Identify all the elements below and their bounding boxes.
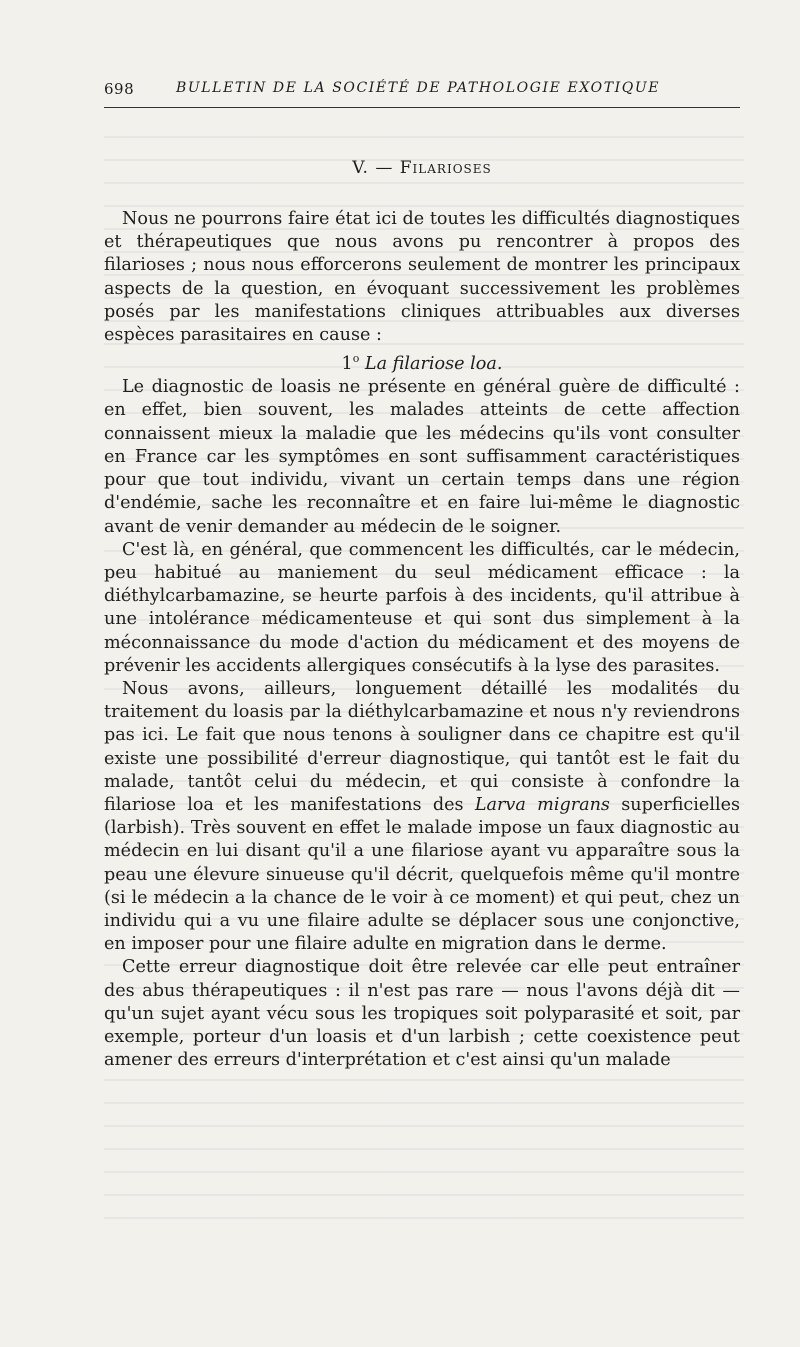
paragraph-3-part-2: superficielles (larbish). Très souvent en effet le malade impose un faux diagnostic au médecin en lui disant qu'il a une filariose ayant vu apparaître sous la peau une élevure sinueuse qu'il décrit, quelquefois même qu'il montre (si le médecin a la chance de le voir à ce moment) et qui peut, chez un individu qui a vu une filaire adulte se déplacer sous une conjonctive, en imposer pour une filaire adulte en migration dans le derme. — [104, 794, 741, 955]
paragraph-4: Cette erreur diagnostique doit être relevée car elle peut entraîner des abus thérapeutiques : il n'est pas rare — nous l'avons déjà dit — qu'un sujet ayant vécu sous les tropiques soit polyparasité et soit, par exemple, porteur d'un loasis et d'un larbish ; cette coexistence peut amener des erreurs d'interprétation et c'est ainsi qu'un malade — [104, 957, 740, 1071]
paragraph-3-italic-term: Larva migrans — [474, 794, 610, 815]
section-numeral: V. — — [352, 158, 394, 178]
body-text — [104, 208, 740, 1072]
paragraph-3 — [104, 678, 740, 956]
subsection-heading — [104, 347, 740, 376]
header-rule — [104, 107, 740, 108]
intro-paragraph: Nous ne pourrons faire état ici de toutes les difficultés diagnostiques et thérapeutiques que nous avons pu rencontrer à propos des filarioses ; nous nous efforcerons seulement de montrer les principaux aspects de la question, en évoquant successivement les problèmes posés par les manifestations cliniques attribuables aux diverses espèces parasitaires en cause : — [104, 209, 740, 346]
section-title: Filarioses — [399, 158, 492, 178]
paragraph-3-part-1: Nous avons, ailleurs, longuement détaillé les modalités du traitement du loasis par la diéthylcarbamazine et nous n'y reviendrons pas ici. Le fait que nous tenons à souligner dans ce chapitre est qu'il existe une possibilité d'erreur diagnostique, qui tantôt est le fait du malade, tantôt celui du médecin, et qui consiste à confondre la filariose loa et les manifestations des — [104, 678, 740, 815]
section-heading — [104, 158, 740, 178]
page-number: 698 — [104, 80, 135, 98]
page-header — [104, 78, 740, 104]
paragraph-2: C'est là, en général, que commencent les difficultés, car le médecin, peu habitué au maniement du seul médicament efficace : la diéthylcarbamazine, se heurte parfois à des incidents, qu'il attribue à une intolérance médicamenteuse et qui sont dus simplement à la méconnaissance du mode d'action du médicament et des moyens de prévenir les accidents allergiques consécutifs à la lyse des parasites. — [104, 539, 740, 676]
subsection-ordinal: o — [352, 352, 360, 366]
paragraph-1: Le diagnostic de loasis ne présente en général guère de difficulté : en effet, bien souvent, les malades atteints de cette affection connaissent mieux la maladie que les médecins qu'ils vont consulter en France car les symptômes en sont suffisamment caractéristiques pour que tout individu, vivant un certain temps dans une région d'endémie, sache les reconnaître et en faire lui-même le diagnostic avant de venir demander au médecin de le soigner. — [104, 377, 740, 537]
subsection-number: 1 — [341, 354, 353, 375]
subsection-title: La filariose loa. — [364, 354, 503, 375]
running-title: BULLETIN DE LA SOCIÉTÉ DE PATHOLOGIE EXOTIQUE — [176, 80, 661, 96]
